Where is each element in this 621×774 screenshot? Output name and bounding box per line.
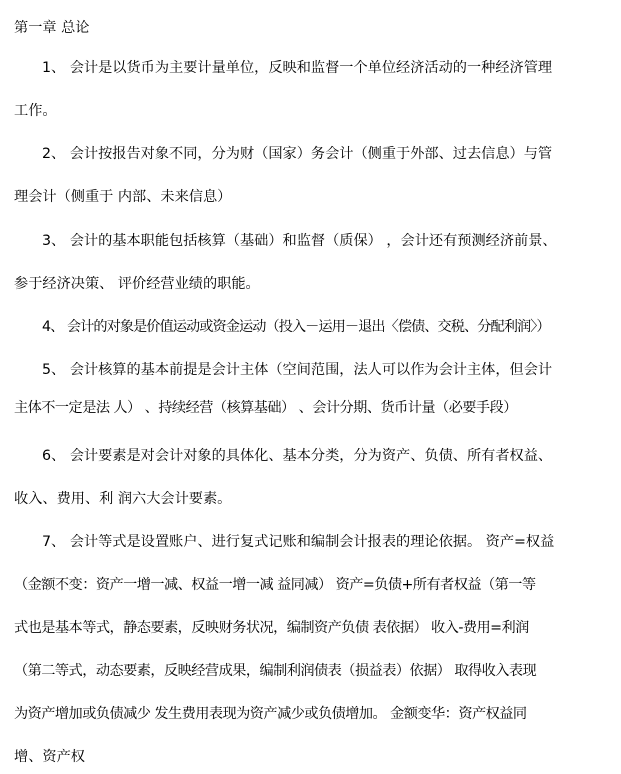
document-line: 为资产增加或负债减少 发生费用表现为资产减少或负债增加。 金额变华：资产权益同	[14, 706, 527, 722]
document-line: 参于经济决策、 评价经营业绩的职能。	[14, 276, 260, 292]
document-line: 7、 会计等式是设置账户、进行复式记账和编制会计报表的理论依据。 资产=权益	[42, 534, 555, 550]
document-line: 式也是基本等式，静态要素，反映财务状况，编制资产负债 表依据） 收入-费用=利润	[14, 620, 529, 636]
page-title: 第一章 总论	[14, 20, 90, 36]
document-line: 3、 会计的基本职能包括核算（基础）和监督（质保） ，会计还有预测经济前景、	[42, 233, 557, 249]
document-line: 工作。	[14, 103, 57, 119]
document-line: 6、 会计要素是对会计对象的具体化、基本分类，分为资产、负债、所有者权益、	[42, 448, 553, 464]
document-line: 增、资产权	[14, 749, 85, 765]
document-line: 收入、费用、利 润六大会计要素。	[14, 491, 232, 507]
document-line: 主体不一定是法 人） 、持续经营（核算基础） 、会计分期、货币计量（必要手段）	[14, 400, 517, 416]
document-line: 1、 会计是以货币为主要计量单位，反映和监督一个单位经济活动的一种经济管理	[42, 60, 553, 76]
document-line: 2、 会计按报告对象不同，分为财（国家）务会计（侧重于外部、过去信息）与管	[42, 146, 553, 162]
document-line: 理会计（侧重于 内部、未来信息）	[14, 189, 232, 205]
document-line: （第二等式，动态要素，反映经营成果，编制利润债表（损益表）依据） 取得收入表现	[14, 663, 537, 679]
document-line: 5、 会计核算的基本前提是会计主体（空间范围，法人可以作为会计主体，但会计	[42, 362, 553, 378]
document-line: 4、 会计的对象是价值运动或资金运动（投入－运用－退出〈偿债、交税、分配利润〉）	[42, 319, 550, 335]
document-line: （金额不变：资产一增一减、权益一增一减 益同减） 资产=负债+所有者权益（第一等	[14, 577, 536, 593]
